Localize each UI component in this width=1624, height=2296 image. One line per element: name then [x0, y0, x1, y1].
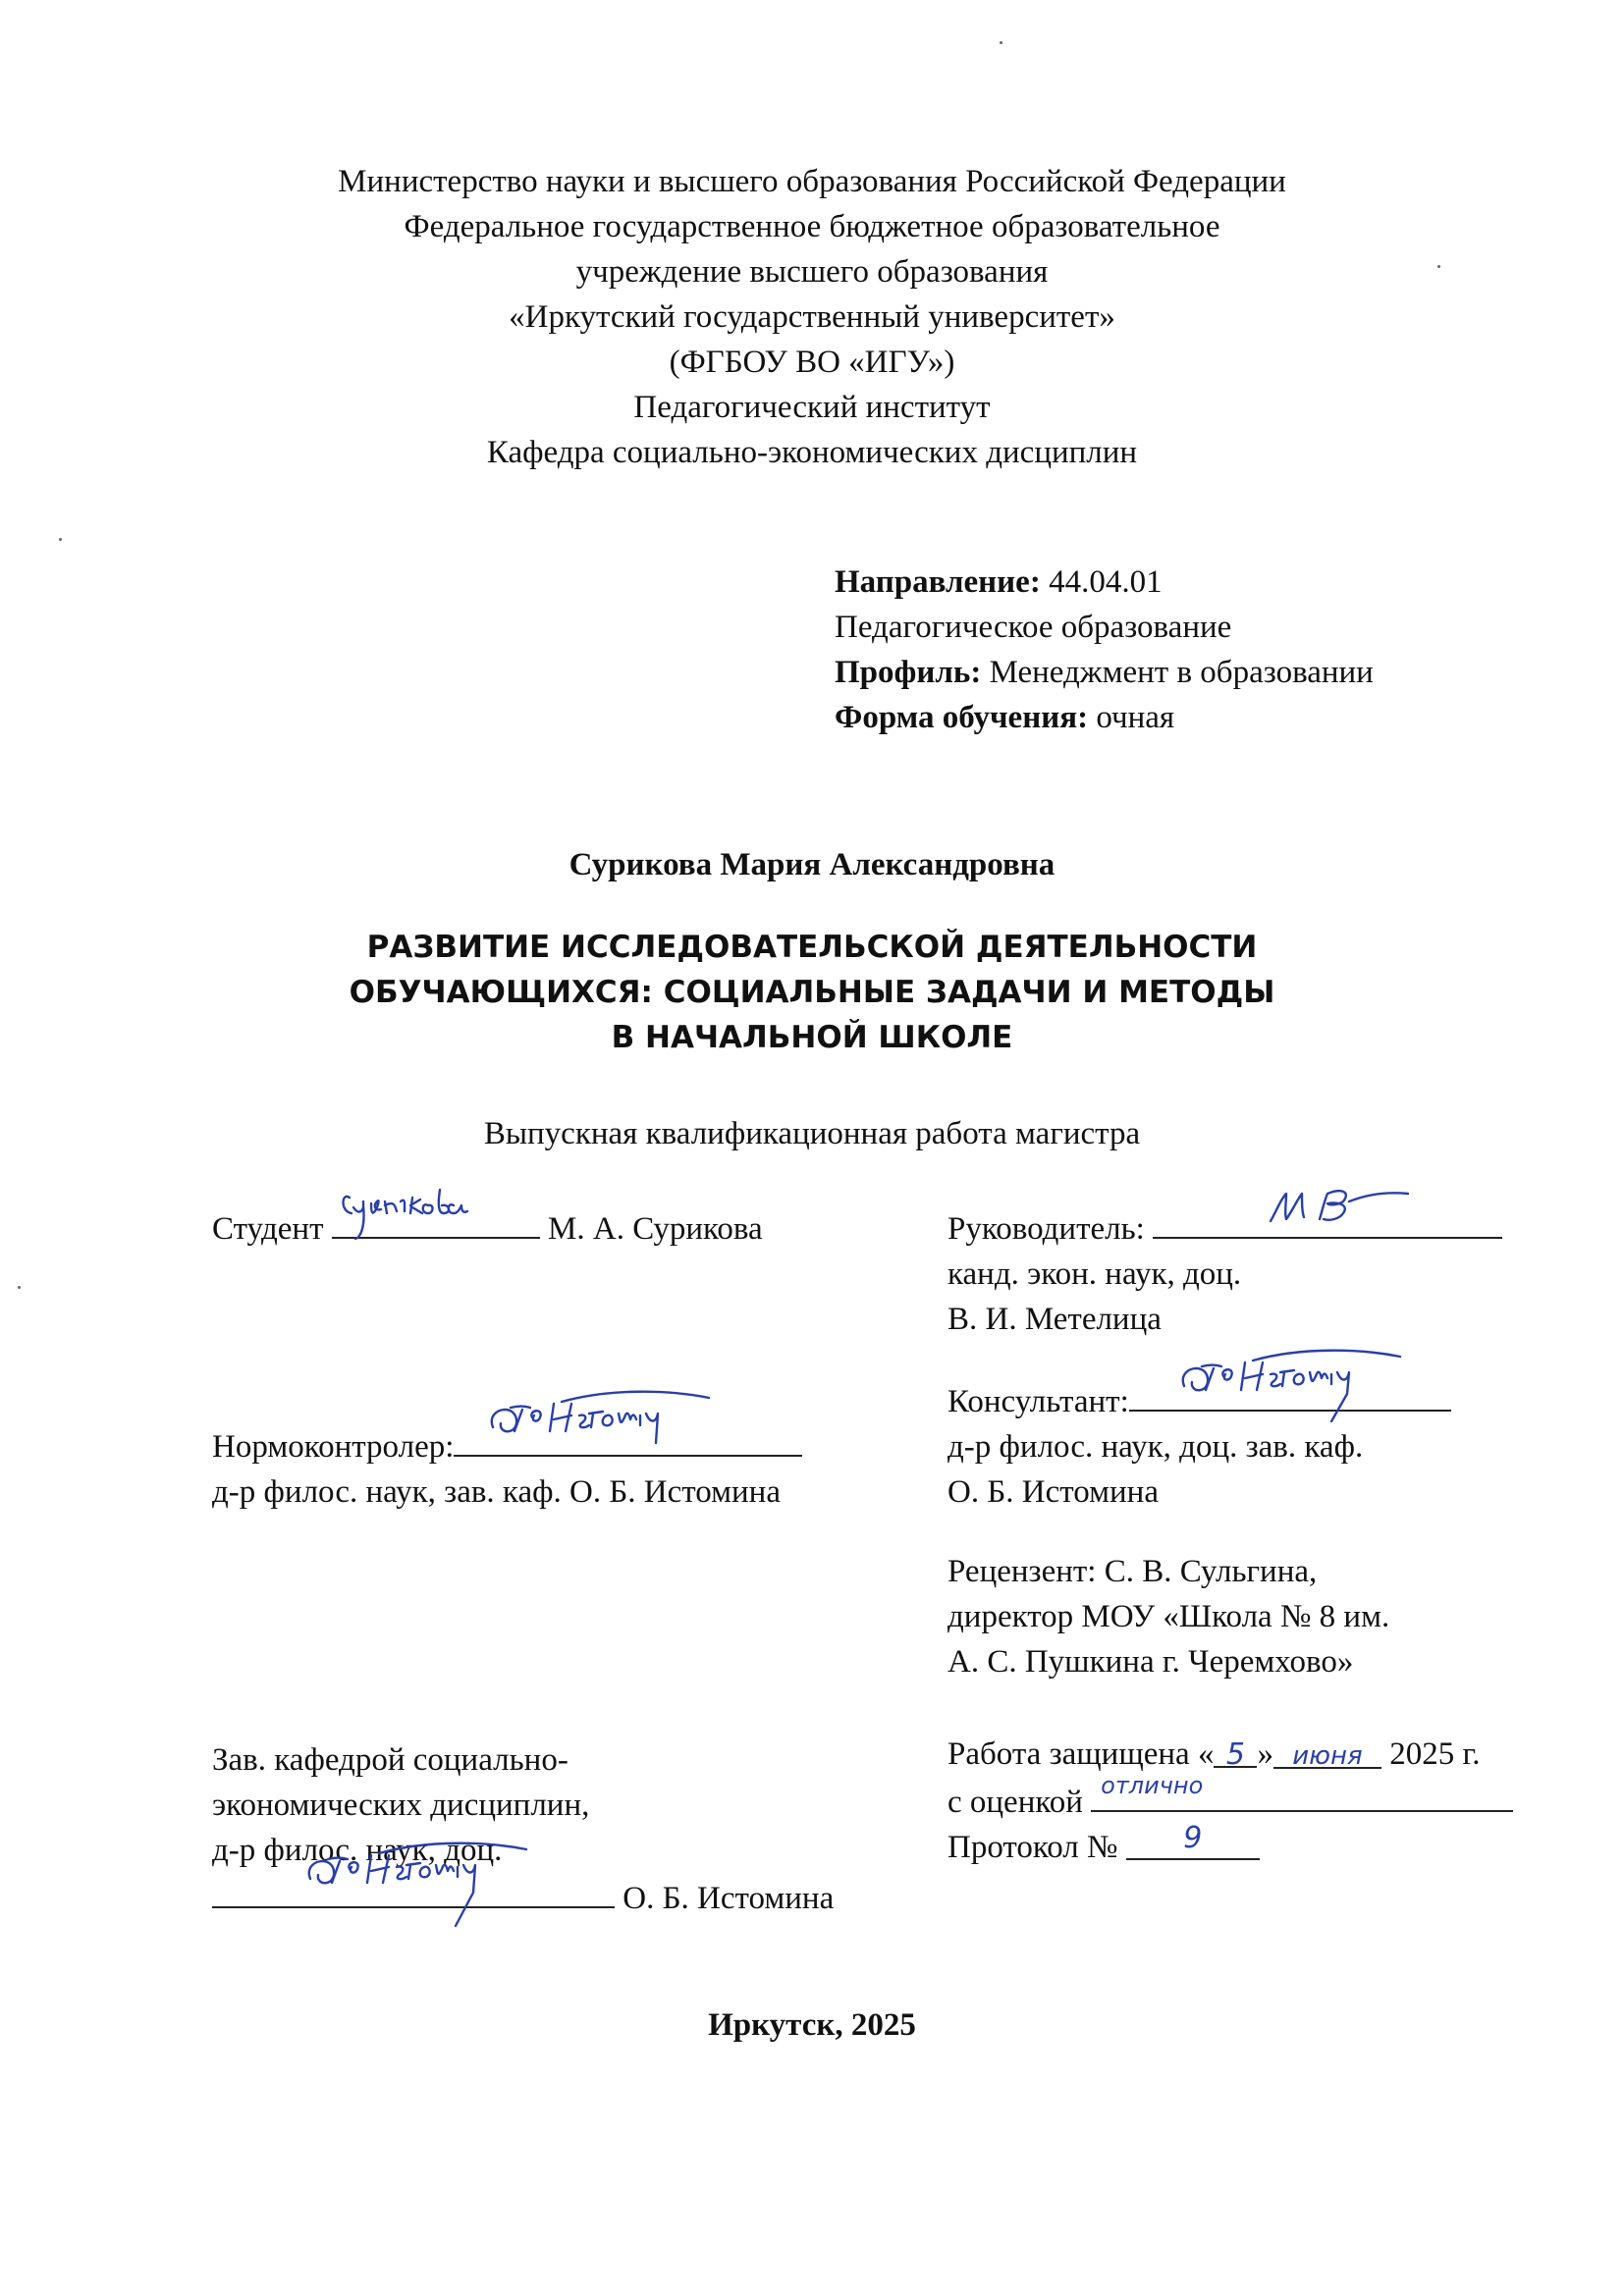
protocol-label: Протокол №: [947, 1830, 1118, 1865]
defended-suffix: 2025 г.: [1380, 1736, 1481, 1772]
direction-name: Педагогическое образование: [835, 610, 1232, 645]
program-info: [835, 560, 1542, 740]
head-name: О. Б. Истомина: [623, 1881, 835, 1916]
grade-value: отлично: [1101, 1772, 1204, 1799]
head-signature-row: [212, 1873, 939, 1921]
defended-prefix: Работа защищена «: [947, 1736, 1215, 1772]
head-line: Зав. кафедрой социально-: [212, 1742, 568, 1778]
form-label: Форма обучения:: [835, 700, 1089, 735]
direction-label: Направление:: [835, 564, 1041, 600]
scan-speck: [1000, 41, 1002, 44]
consultant-signature-line: [1129, 1376, 1451, 1412]
header-line: Кафедра социально-экономических дисциплин: [486, 435, 1138, 470]
author-name: Сурикова Мария Александровна: [568, 847, 1056, 882]
supervisor-label: Руководитель:: [947, 1211, 1145, 1247]
header-line: Федеральное государственное бюджетное образовательное: [404, 209, 1220, 244]
profile-label: Профиль:: [835, 655, 982, 690]
defense-block: [947, 1732, 1615, 1870]
direction-row: [835, 560, 1542, 605]
head-line: д-р филос. наук, доц.: [212, 1833, 503, 1868]
reviewer-line: директор МОУ «Школа № 8 им.: [947, 1599, 1390, 1634]
student-signature-line: [332, 1203, 540, 1239]
normcontrol-details: д-р филос. наук, зав. каф. О. Б. Истомина: [212, 1474, 781, 1510]
scan-speck: [59, 538, 62, 541]
normcontrol-row: [212, 1421, 939, 1469]
student-signature: [338, 1178, 534, 1247]
title-line: В НАЧАЛЬНОЙ ШКОЛЕ: [611, 1020, 1013, 1055]
student-row: [212, 1203, 939, 1252]
form-value: очная: [1096, 700, 1175, 735]
title-line: ОБУЧАЮЩИХСЯ: СОЦИАЛЬНЫЕ ЗАДАЧИ И МЕТОДЫ: [349, 975, 1275, 1010]
scan-speck: [1437, 265, 1440, 268]
defended-day-field: [1214, 1733, 1257, 1772]
reviewer-block: [947, 1549, 1615, 1684]
supervisor-line: канд. экон. наук, доц.: [947, 1256, 1242, 1292]
consultant-signature: [1155, 1343, 1508, 1441]
header-line: учреждение высшего образования: [575, 254, 1049, 290]
defended-month-field: [1273, 1734, 1381, 1769]
normcontrol-signature: [463, 1384, 817, 1472]
protocol-value: 9: [1183, 1821, 1203, 1855]
consultant-line: д-р филос. наук, доц. зав. каф.: [947, 1429, 1364, 1465]
title-line: РАЗВИТИЕ ИССЛЕДОВАТЕЛЬСКОЙ ДЕЯТЕЛЬНОСТИ: [366, 930, 1258, 965]
defended-day: 5: [1225, 1737, 1245, 1772]
protocol-field: [1126, 1821, 1260, 1860]
normcontrol-block: [212, 1421, 939, 1515]
header-line: Министерство науки и высшего образования Российской Федерации: [338, 164, 1286, 199]
supervisor-block: [947, 1203, 1615, 1342]
supervisor-line: В. И. Метелица: [947, 1302, 1162, 1337]
head-signature-line: [212, 1873, 615, 1908]
reviewer-line: Рецензент: С. В. Сульгина,: [947, 1554, 1318, 1589]
work-type: Выпускная квалификационная работа магистра: [483, 1116, 1141, 1151]
protocol-row: [947, 1821, 1615, 1870]
defended-month: июня: [1292, 1741, 1363, 1771]
defended-mid: »: [1257, 1736, 1273, 1772]
student-name: М. А. Сурикова: [548, 1211, 763, 1247]
supervisor-signature-line: [1153, 1203, 1502, 1239]
student-label: Студент: [212, 1211, 324, 1247]
reviewer-line: А. С. Пушкина г. Черемхово»: [947, 1644, 1354, 1680]
header-line: Педагогический институт: [633, 390, 991, 425]
normcontrol-signature-line: [454, 1421, 802, 1457]
normcontrol-label: Нормоконтролер:: [212, 1429, 455, 1465]
consultant-label: Консультант:: [947, 1384, 1129, 1419]
head-signature: [281, 1836, 634, 1944]
grade-field: [1091, 1772, 1513, 1812]
direction-code: 44.04.01: [1049, 564, 1163, 600]
consultant-row: [947, 1376, 1615, 1424]
thesis-title: [0, 925, 1624, 1060]
head-block: [212, 1737, 939, 1921]
grade-row: [947, 1772, 1615, 1825]
city-year: Иркутск, 2025: [708, 2007, 916, 2043]
profile-value: Менеджмент в образовании: [989, 655, 1374, 690]
header-line: (ФГБОУ ВО «ИГУ»): [669, 345, 955, 380]
grade-label: с оценкой: [947, 1785, 1083, 1820]
defense-date-row: [947, 1732, 1615, 1777]
header-line: «Иркутский государственный университет»: [509, 299, 1115, 335]
supervisor-signature: [1261, 1182, 1437, 1241]
profile-row: [835, 650, 1542, 695]
form-row: [835, 695, 1542, 740]
scan-speck: [18, 1286, 21, 1289]
institution-header: [0, 159, 1624, 475]
consultant-block: [947, 1376, 1615, 1515]
head-line: экономических дисциплин,: [212, 1788, 590, 1823]
consultant-line: О. Б. Истомина: [947, 1474, 1159, 1510]
supervisor-row: [947, 1203, 1615, 1252]
